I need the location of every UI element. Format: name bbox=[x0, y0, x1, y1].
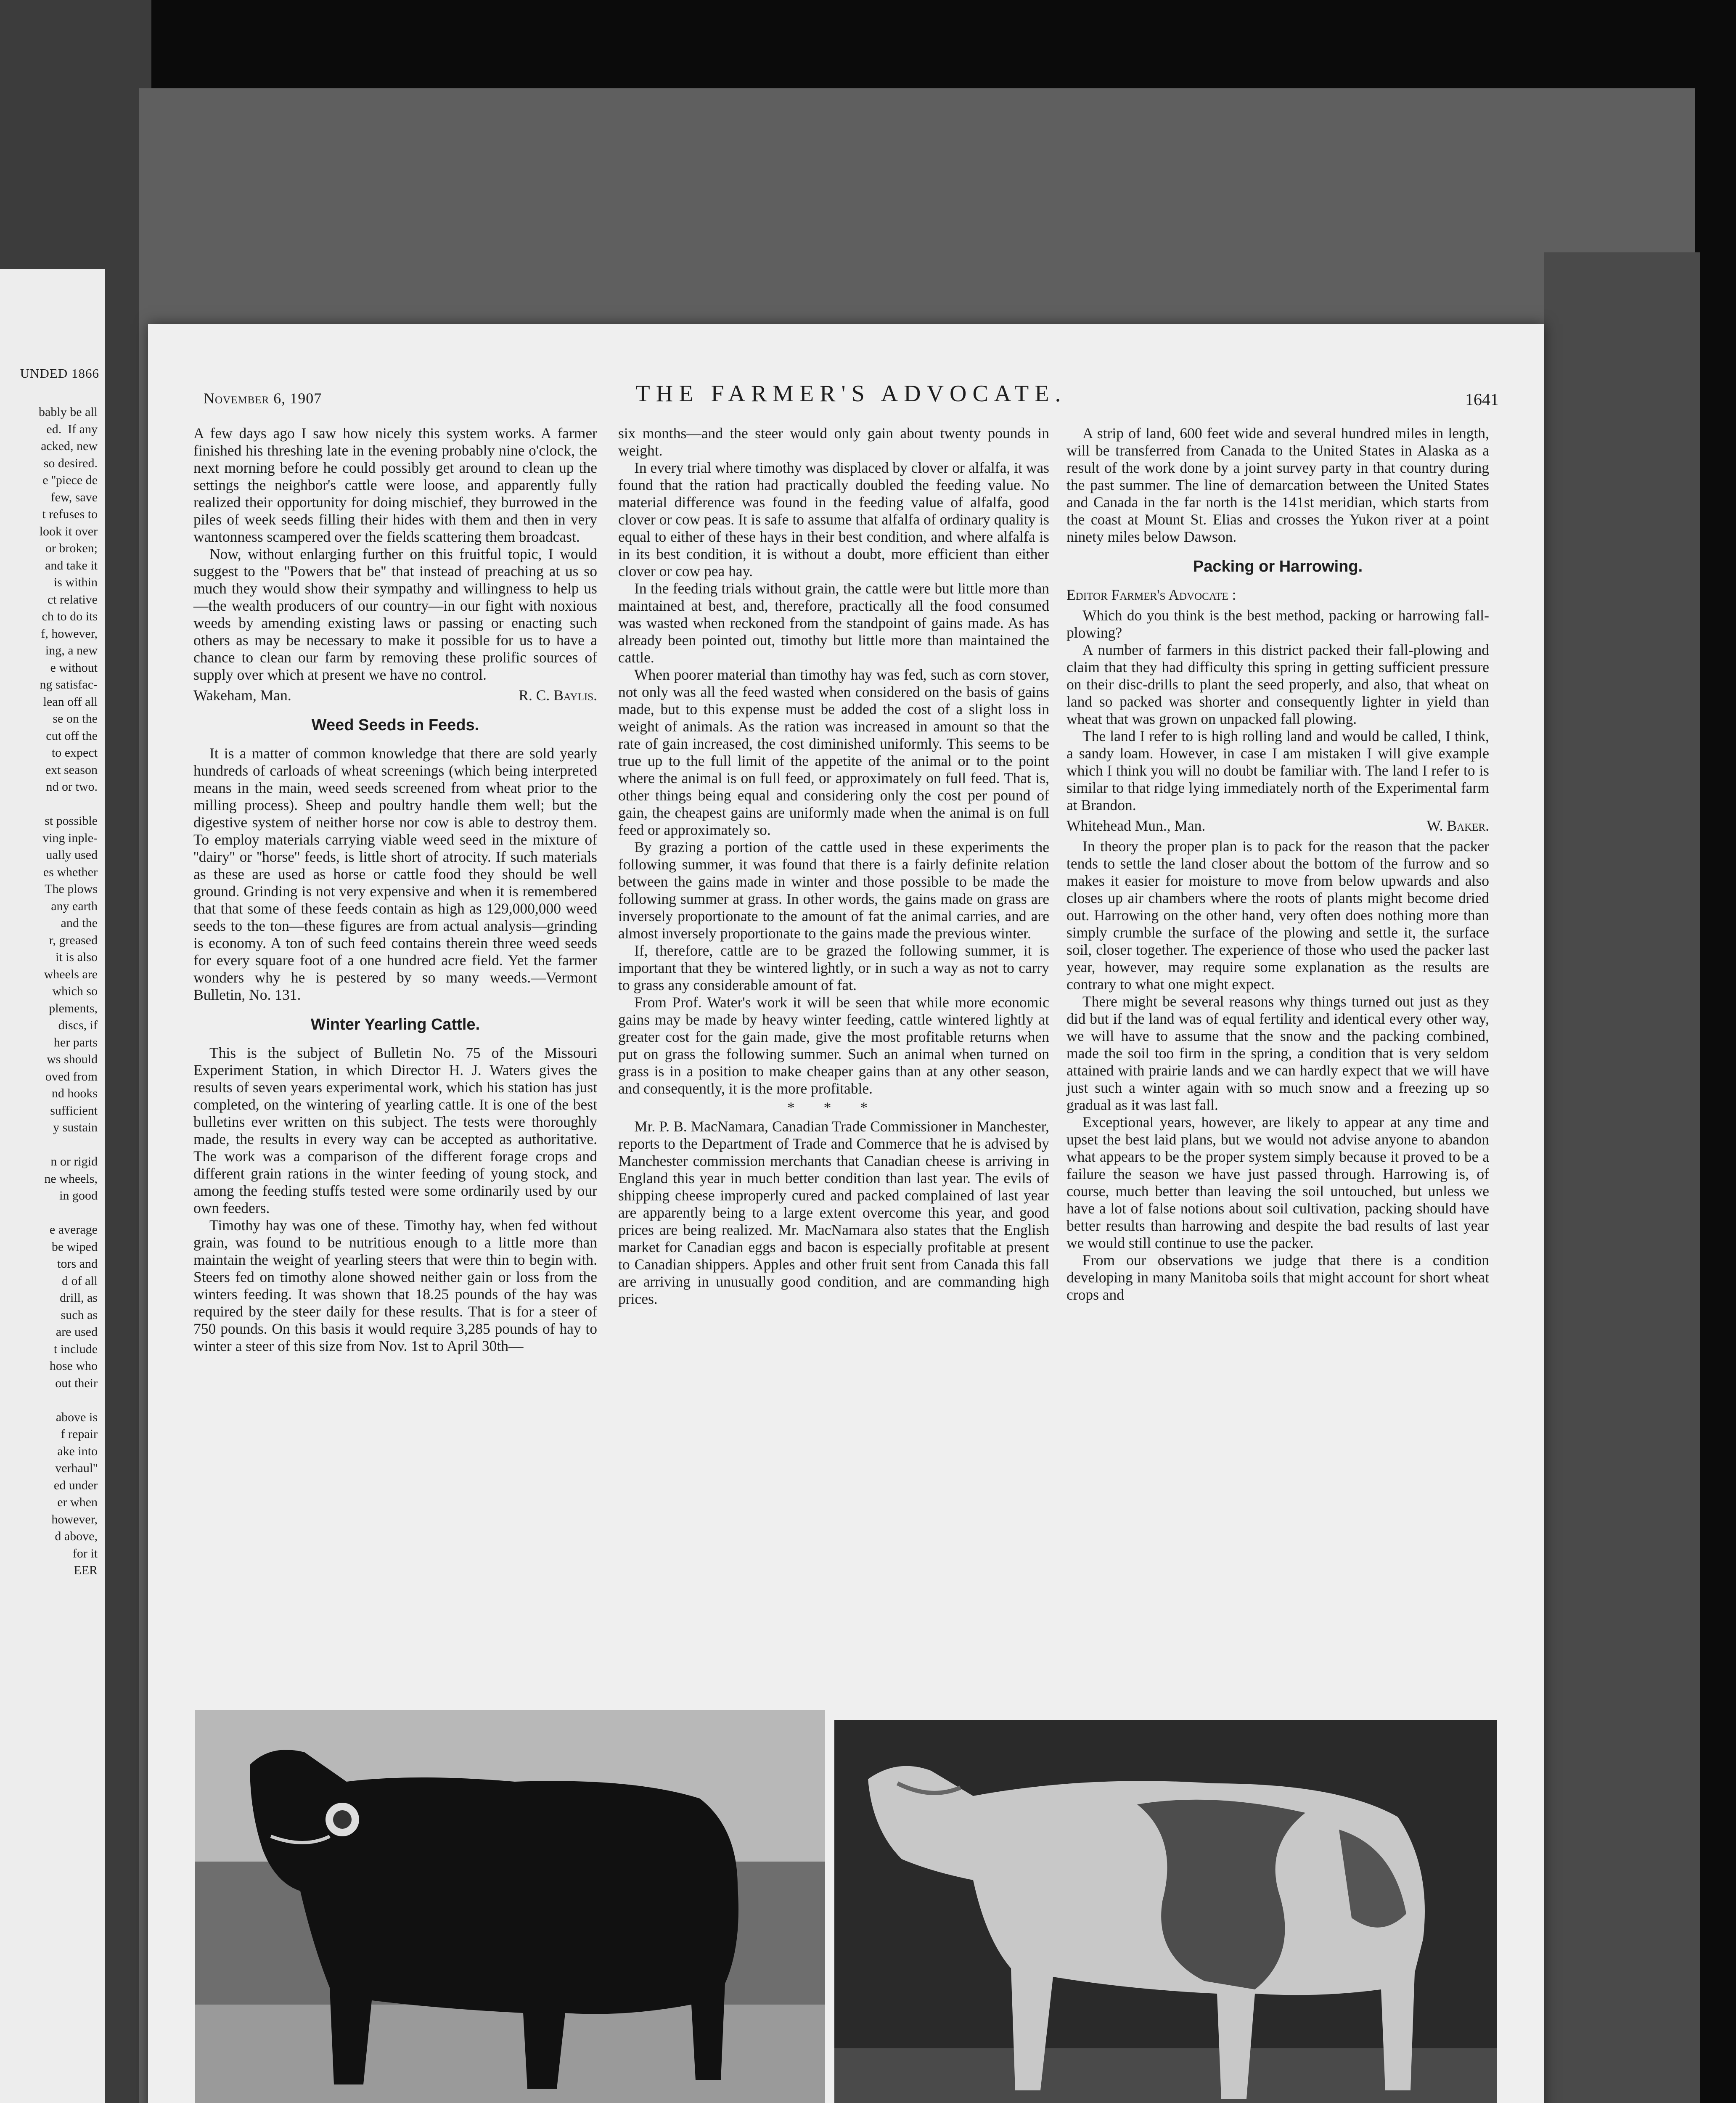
paragraph: There might be several reasons why things turned out just as they did but if the land was of equal fertility and identical every other way, we will have to assume that the snow and the packing combined, made the soil too firm in the spring, a condition that is very seldom attained with prairie lands and we can hardly expect that we will have just such a winter again with so much snow and a freezing up so gradual as it was last fall. bbox=[1066, 993, 1489, 1113]
facing-page-line: bably be all bbox=[39, 405, 98, 419]
facing-page-line: e average bbox=[49, 1223, 98, 1237]
paragraph: In every trial where timothy was displaced by clover or alfalfa, it was found that the ration had practically doubled the feeding value. No material difference was found in the feeding value of alfalfa, good clover or cow peas. It is safe to assume that alfalfa of ordinary quality is equal to either of these hays in their best condition, and where alfalfa is in its best condition, it is without a doubt, more efficient than either clover or cow pea hay. bbox=[618, 459, 1049, 580]
paragraph: Timothy hay was one of these. Timothy hay, when fed without grain, was found to be nutritious enough to a little more than maintain the weight of yearling steers that were thin to begin with. Steers fed on timothy alone showed neither gain or loss from the winters feeding. It was shown that 18.25 pounds of the hay was required by the steer daily for these results. That is for a steer of 750 pounds. On this basis it would require 3,285 pounds of hay to winter a steer of this size from Nov. 1st to April 30th— bbox=[193, 1217, 597, 1354]
facing-page-line: y sustain bbox=[53, 1120, 98, 1134]
facing-page-line: plements, bbox=[49, 1001, 98, 1015]
facing-page-line: ed under bbox=[53, 1478, 98, 1492]
facing-page-line: to expect bbox=[51, 746, 98, 760]
paragraph: This is the subject of Bulletin No. 75 of the Missouri Experiment Station, in which Director H. J. Waters gives the results of seven years experimental work, which his station has just completed, on the wintering of yearling cattle. It is one of the best bulletins ever written on this subject. The tests were thoroughly made, the results in every way can be accepted as authoritative. The work was a comparison of the different forage crops and different grain rations in the winter feeding of young stock, and among the feeding stuffs tested were some ordinarily used by our own feeders. bbox=[193, 1044, 597, 1216]
facing-page-line: ch to do its bbox=[42, 609, 98, 623]
angus-cow-image bbox=[195, 1710, 825, 2103]
paragraph: A number of farmers in this district packed their fall-plowing and claim that they had difficulty this spring in getting sufficient pressure on their disc-drills to plant the seed properly, and also, that wheat on land so packed was shorter and consequently lighter in yield than wheat that was grown on unpacked fall plowing. bbox=[1066, 641, 1489, 727]
facing-page-line: verhaul'' bbox=[55, 1461, 98, 1475]
publication-title: THE FARMER'S ADVOCATE. bbox=[635, 381, 1067, 407]
signature-place: Whitehead Mun., Man. bbox=[1066, 817, 1206, 834]
paragraph: The land I refer to is high rolling land and would be called, I think, a sandy loam. However, in case I am mistaken I will give example which I think you will no doubt be familiar with. The land I refer to is similar to that ridge lying immediately north of the Experimental farm at Brandon. bbox=[1066, 728, 1489, 813]
facing-page-line: ving inple- bbox=[42, 831, 98, 845]
paragraph: It is a matter of common knowledge that there are sold yearly hundreds of carloads of wheat screenings (which being interpreted means in the main, weed seeds screened from wheat prior to the milling process). Sheep and poultry handle them well; but the digestive system of neither horse nor cow is able to destroy them. To employ materials carrying viable weed seed in the mixture of ''dairy'' or ''horse'' feeds, is little short of atrocity. If such materials as these are used as horse or cattle food they should be well ground. Grinding is not very expensive and when it is remembered that that some of these feeds contain as high as 129,000,000 weed seeds to the ton—these figures are from actual analysis—grinding is economy. A ton of such feed contains therein three weed seeds for every square foot of a one hundred acre field. Yet the farmer wonders why he is pestered by so many weeds.—Vermont Bulletin, No. 131. bbox=[193, 745, 597, 1003]
facing-page-line bbox=[0, 1136, 98, 1154]
facing-page-line: r, greased bbox=[49, 933, 98, 947]
facing-page-line: which so bbox=[52, 984, 98, 998]
facing-page-line: f, however, bbox=[41, 626, 98, 641]
facing-page-line: few, save bbox=[50, 490, 98, 504]
paragraph: Exceptional years, however, are likely to appear at any time and upset the best laid plans, but we would not advise anyone to abandon what appears to be the proper system simply because it proved to be a failure the season we have just passed through. Harrowing is, of course, much better than leaving the soil untouched, but unless we have a lot of false notions about soil cultivation, packing should have better results than harrowing and despite the bad results of last year we would still continue to use the packer. bbox=[1066, 1114, 1489, 1251]
paragraph: From our observations we judge that there is a condition developing in many Manitoba soils that might account for short wheat crops and bbox=[1066, 1252, 1489, 1303]
heading-packing-harrowing: Packing or Harrowing. bbox=[1193, 558, 1363, 575]
facing-page-line: The plows bbox=[45, 882, 98, 896]
paragraph: In theory the proper plan is to pack for the reason that the packer tends to settle the land closer about the bottom of the furrow and so makes it easier for moisture to move from below upwards and also closes up air chambers where the roots of plants might become dried out. Harrowing on the other hand, very often does nothing more than simply crumble the surface of the plowing and settle it, the surface soil, closer together. The experience of those who used the packer last year, however, may require some explanation as the results are contrary to what one might expect. bbox=[1066, 838, 1489, 993]
facing-page-line: ext season bbox=[45, 763, 98, 777]
paragraph: A few days ago I saw how nicely this system works. A farmer finished his threshing late in the evening probably nine o'clock, the next morning before he could possibly get around to clean up the settings the neighbor's cattle were loose, and apparently fully realized their opportunity for doing mischief, they burrowed in the piles of week seeds filling their hides with them and then in very wantonness scampered over the fields scattering them broadcast. bbox=[193, 425, 597, 545]
facing-page-line: t include bbox=[53, 1342, 98, 1356]
facing-page-line: EER bbox=[74, 1563, 98, 1577]
signature-place: Wakeham, Man. bbox=[193, 687, 291, 704]
column-2 bbox=[618, 425, 1049, 1308]
facing-page-line: ne wheels, bbox=[44, 1171, 98, 1186]
facing-page-line: however, bbox=[51, 1512, 98, 1526]
facing-page-line: it is also bbox=[55, 950, 98, 964]
facing-page-line: oved from bbox=[45, 1069, 98, 1083]
facing-page-line: ws should bbox=[47, 1052, 98, 1066]
facing-page-line: be wiped bbox=[51, 1240, 98, 1254]
facing-page-line: n or rigid bbox=[50, 1155, 98, 1168]
facing-page-line: acked, new bbox=[41, 439, 98, 453]
facing-page-line: sufficient bbox=[50, 1103, 98, 1118]
paragraph: Mr. P. B. MacNamara, Canadian Trade Commissioner in Manchester, reports to the Department of Trade and Commerce that he is advised by Manchester commission merchants that Canadian cheese is arriving in England this year in much better condition than last year. The evils of shipping cheese improperly cured and packed complained of last year are apparently being to a large extent overcome this year, and good prices are being realized. Mr. MacNamara also states that the English market for Canadian eggs and bacon is especially profitable at present to Canadian shippers. Apples and other fruit sent from Canada this fall are arriving in unusually good condition, and are commanding high prices. bbox=[618, 1118, 1049, 1307]
facing-page-line: and take it bbox=[45, 558, 98, 572]
paragraph: Which do you think is the best method, packing or harrowing fall-plowing? bbox=[1066, 607, 1489, 641]
facing-page-line: wheels are bbox=[44, 967, 98, 981]
paragraph: A strip of land, 600 feet wide and several hundred miles in length, will be transferred from Canada to the United States in Alaska as a result of the work done by a joint survey party in that country during the past summer. The line of demarcation between the United States and Canada in the far north is the 141st meridian, which starts from the coast at Mount St. Elias and crosses the Yukon river at a point ninety miles below Dawson. bbox=[1066, 425, 1489, 545]
facing-page-line bbox=[0, 796, 98, 813]
paragraph: six months—and the steer would only gain about twenty pounds in weight. bbox=[618, 425, 1049, 459]
shorthorn-heifer-image bbox=[834, 1720, 1497, 2103]
facing-page-line: and the bbox=[61, 916, 98, 930]
facing-page-line: discs, if bbox=[58, 1018, 98, 1032]
editor-salutation: Editor Farmer's Advocate : bbox=[1066, 586, 1236, 603]
running-header bbox=[204, 380, 1499, 410]
facing-page-line: ng satisfac- bbox=[40, 678, 98, 691]
facing-page-line: look it over bbox=[39, 524, 98, 538]
facing-page-line: ually used bbox=[46, 848, 98, 862]
facing-page-line: such as bbox=[61, 1308, 98, 1322]
photo-shorthorn-heifer bbox=[834, 1720, 1497, 2103]
facing-page-line: in good bbox=[59, 1189, 98, 1202]
heading-winter-yearling: Winter Yearling Cattle. bbox=[310, 1016, 480, 1033]
facing-page-text bbox=[0, 404, 98, 1579]
facing-page-line: nd hooks bbox=[51, 1086, 98, 1100]
facing-page-line: hose who bbox=[49, 1359, 98, 1373]
facing-page-line: f repair bbox=[61, 1427, 98, 1441]
page-number: 1641 bbox=[1465, 390, 1499, 409]
signature-name: R. C. Baylis. bbox=[519, 687, 597, 704]
facing-page-line: e ''piece de bbox=[42, 473, 98, 487]
facing-page-line: are used bbox=[56, 1325, 98, 1339]
paragraph: By grazing a portion of the cattle used in these experiments the following summer, it was found that there is a fairly definite relation between the gains made in winter and those possible to be made the following summer at grass. In other words, the gains made on grass are inversely proportionate to the amount of fat the animal carries, and are almost inversely proportionate to the gains made the previous winter. bbox=[618, 839, 1049, 942]
paragraph: When poorer material than timothy hay was fed, such as corn stover, not only was all the feed wasted when considered on the basis of gains made, but to this expense must be added the cost of a slight loss in weight of animals. As the ration was increased in amount so that the rate of gain increased, the cost diminished uniformly. This seems to be true up to the full limit of the appetite of the animal or to the point where the animal is on full feed, or approximately on full feed. That is, other things being equal and considering only the cost per pound of gain, the cheapest gains are uniformly made when the animal is on full feed or approximately so. bbox=[618, 666, 1049, 838]
facing-page-line: ed. If any bbox=[46, 422, 98, 436]
issue-date: November 6, 1907 bbox=[204, 390, 322, 407]
facing-page-line: or broken; bbox=[45, 541, 98, 555]
facing-page-line: e without bbox=[50, 660, 98, 675]
paragraph: If, therefore, cattle are to be grazed the following summer, it is important that they be wintered lightly, or in such a way as not to carry to grass any considerable amount of fat. bbox=[618, 942, 1049, 993]
scan-edge-right bbox=[1544, 252, 1700, 2103]
facing-page-line: d of all bbox=[62, 1274, 98, 1288]
facing-page-header: UNDED 1866 bbox=[20, 366, 99, 381]
facing-page-line bbox=[0, 1205, 98, 1222]
facing-page-line: for it bbox=[72, 1546, 98, 1560]
facing-page-line: se on the bbox=[53, 712, 98, 726]
signature bbox=[193, 687, 597, 704]
column-1 bbox=[193, 425, 597, 1355]
facing-page-line: er when bbox=[57, 1495, 98, 1509]
paragraph: From Prof. Water's work it will be seen that while more economic gains may be made by heavy winter feeding, cattle wintered lightly at greater cost for the gain made, give the most profitable returns when put on grass the following summer. Such an animal when turned on grass is in a position to make cheaper gains than at any other season, and consequently, it is the more profitable. bbox=[618, 994, 1049, 1097]
facing-page-line: nd or two. bbox=[46, 780, 98, 794]
newspaper-page bbox=[148, 324, 1544, 2103]
facing-page-line: above is bbox=[56, 1410, 98, 1424]
facing-page-line: ct relative bbox=[47, 592, 98, 607]
facing-page-line: so desired. bbox=[43, 456, 98, 470]
facing-page-line: t refuses to bbox=[42, 507, 98, 521]
signature-name: W. Baker. bbox=[1426, 817, 1489, 834]
paragraph: Now, without enlarging further on this fruitful topic, I would suggest to the ''Powers that be'' that instead of preaching at us so much they would show their sympathy and willingness to help us—the wealth producers of our country—in our fight with noxious weeds by amending existing laws or passing or enacting such others as may be necessary to make it possible for us to have a chance to clean our farm by removing these prolific sources of supply over which at present we have no control. bbox=[193, 546, 597, 683]
heading-weed-seeds: Weed Seeds in Feeds. bbox=[311, 716, 479, 734]
facing-page-line: ing, a new bbox=[45, 644, 98, 657]
photo-angus-cow bbox=[195, 1710, 825, 2103]
facing-page-line: tors and bbox=[57, 1257, 98, 1271]
facing-page-line: out their bbox=[55, 1376, 98, 1390]
facing-page-line: cut off the bbox=[46, 728, 98, 743]
paragraph: In the feeding trials without grain, the cattle were but little more than maintained at best, and, therefore, practically all the food consumed was wasted when reckoned from the standpoint of gains made. As has already been pointed out, timothy but little more than maintained the cattle. bbox=[618, 580, 1049, 666]
section-divider: * * * bbox=[787, 1099, 880, 1116]
facing-page-line: drill, as bbox=[60, 1291, 98, 1305]
facing-page-line: es whether bbox=[43, 865, 98, 879]
column-3 bbox=[1066, 425, 1489, 1303]
facing-page-line: lean off all bbox=[43, 694, 98, 709]
facing-page-line bbox=[0, 1392, 98, 1409]
facing-page-line: any earth bbox=[51, 899, 98, 913]
facing-page-line: st possible bbox=[45, 814, 98, 828]
signature bbox=[1066, 817, 1489, 834]
facing-page-line: her parts bbox=[53, 1035, 98, 1049]
facing-page-line: d above, bbox=[55, 1529, 98, 1543]
facing-page-line: is within bbox=[53, 575, 98, 589]
facing-page-line: ake into bbox=[57, 1444, 98, 1458]
facing-page-fragment bbox=[0, 269, 105, 2103]
